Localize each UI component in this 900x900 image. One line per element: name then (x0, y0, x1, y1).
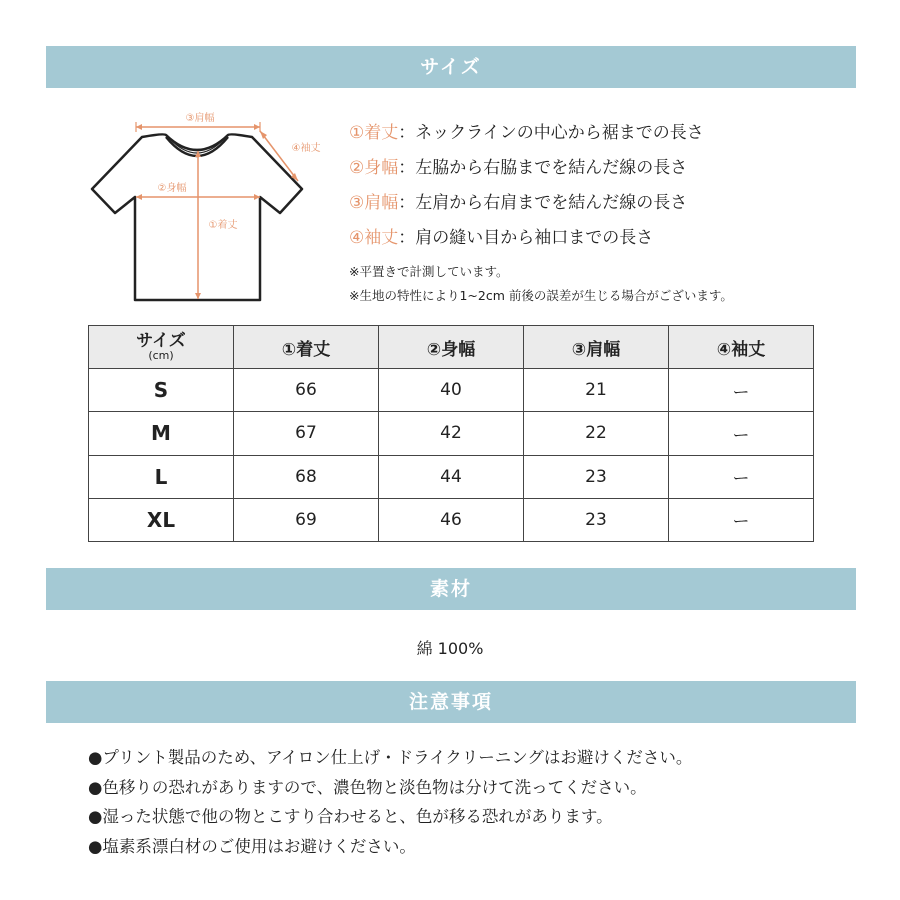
sleeve-label: ④袖丈 (291, 143, 321, 154)
header-size-label: サイズ (136, 331, 186, 351)
measure-note: ※生地の特性により1~2cm 前後の誤差が生じる場合がございます。 (349, 288, 733, 303)
header-size (89, 326, 234, 369)
sleeve-cell: ー (669, 498, 814, 541)
legend-key: ②身幅 (349, 158, 399, 178)
table-row (89, 455, 814, 498)
legend-text: 左肩から右肩までを結んだ線の長さ (415, 193, 688, 213)
legend-separator: ： (398, 193, 416, 213)
notes-section-header: 注意事項 (46, 681, 856, 723)
caution-item: ●湿った状態で他の物とこすり合わせると、色が移る恐れがあります。 (88, 807, 613, 826)
width-cell: 40 (379, 369, 524, 412)
legend-key: ④袖丈 (349, 228, 399, 248)
table-row (89, 498, 814, 541)
legend-item (349, 120, 704, 155)
size-table (88, 325, 814, 542)
caution-item: ●塩素系漂白材のご使用はお避けください。 (88, 836, 416, 856)
legend-key: ①着丈 (349, 123, 399, 143)
width-label: ②身幅 (157, 183, 187, 194)
table-header-row (89, 326, 814, 369)
material-text: 綿 100% (416, 639, 484, 658)
tshirt-outline (92, 134, 302, 300)
legend-text: 左脇から右脇までを結んだ線の長さ (415, 158, 688, 178)
length-cell: 68 (234, 455, 379, 498)
shoulder-cell: 22 (524, 412, 669, 455)
header-shoulder: ③肩幅 (524, 326, 669, 369)
table-row (89, 412, 814, 455)
legend-separator: ： (398, 228, 416, 248)
sleeve-cell: ー (669, 412, 814, 455)
size-cell: L (89, 455, 234, 498)
length-cell: 66 (234, 369, 379, 412)
size-cell: M (89, 412, 234, 455)
length-label: ①着丈 (208, 220, 238, 231)
legend-key: ③肩幅 (349, 193, 399, 213)
cautions-list (88, 746, 692, 864)
width-cell: 46 (379, 498, 524, 541)
length-cell: 67 (234, 412, 379, 455)
header-sleeve: ④袖丈 (669, 326, 814, 369)
length-cell: 69 (234, 498, 379, 541)
shoulder-label: ③肩幅 (185, 113, 215, 124)
sleeve-cell: ー (669, 455, 814, 498)
size-section-header: サイズ (46, 46, 856, 88)
legend-separator: ： (398, 123, 416, 143)
sleeve-cell: ー (669, 369, 814, 412)
caution-item: ●色移りの恐れがありますので、濃色物と淡色物は分けて洗ってください。 (88, 777, 647, 797)
width-cell: 42 (379, 412, 524, 455)
legend-separator: ： (398, 158, 416, 178)
shoulder-cell: 23 (524, 498, 669, 541)
header-width: ②身幅 (379, 326, 524, 369)
material-section-header: 素材 (46, 568, 856, 610)
size-cell: S (89, 369, 234, 412)
header-unit-label: (cm) (148, 349, 174, 362)
size-cell: XL (89, 498, 234, 541)
shoulder-cell: 21 (524, 369, 669, 412)
legend-item (349, 190, 704, 225)
caution-item: ●プリント製品のため、アイロン仕上げ・ドライクリーニングはお避けください。 (88, 748, 693, 767)
tshirt-measurement-diagram (80, 105, 340, 310)
shoulder-cell: 23 (524, 455, 669, 498)
legend-item (349, 155, 704, 190)
measurement-legend (349, 120, 704, 260)
legend-text: 肩の縫い目から袖口までの長さ (415, 228, 654, 248)
measure-note: ※平置きで計測しています。 (349, 264, 509, 279)
header-length: ①着丈 (234, 326, 379, 369)
table-row (89, 369, 814, 412)
legend-item (349, 225, 704, 260)
legend-text: ネックラインの中心から裾までの長さ (415, 123, 704, 143)
width-cell: 44 (379, 455, 524, 498)
